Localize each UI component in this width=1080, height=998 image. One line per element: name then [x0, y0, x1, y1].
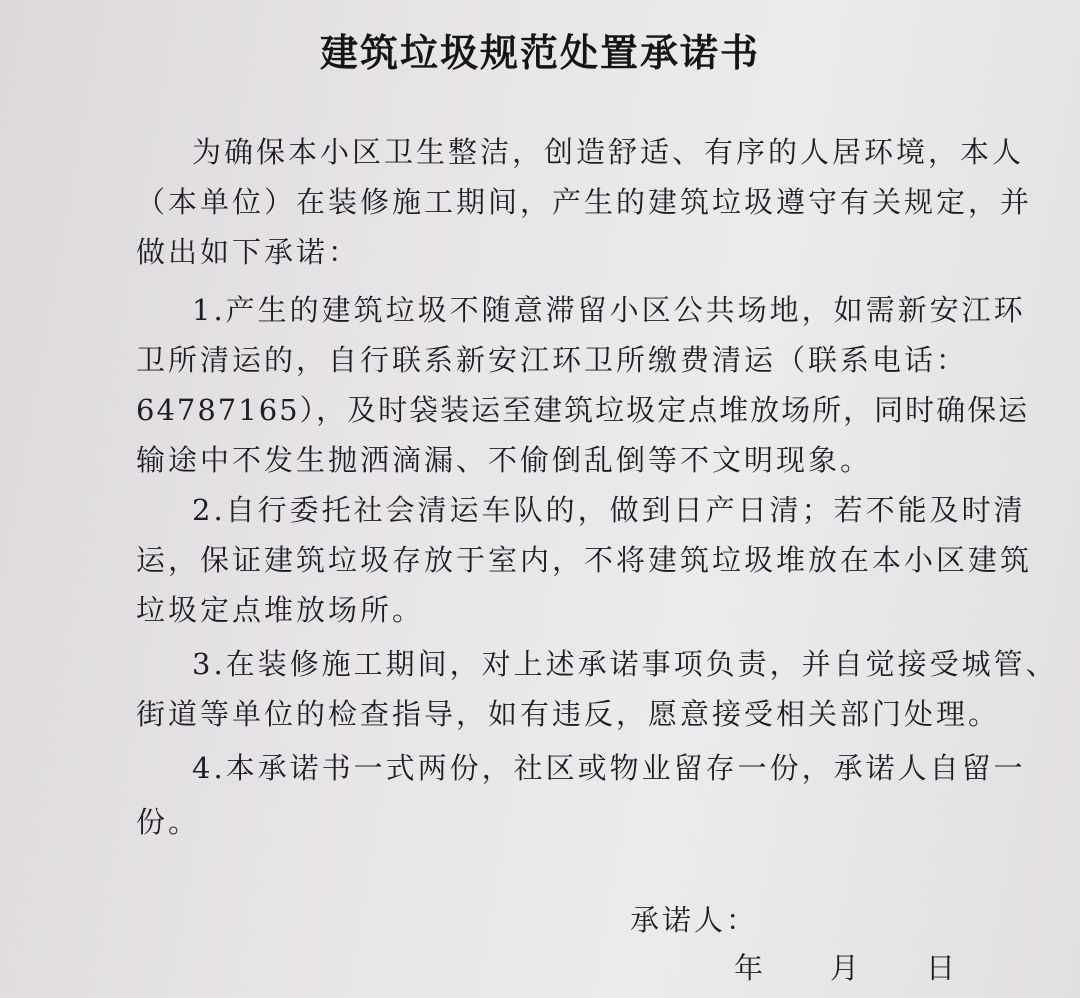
paragraph-line: 卫所清运的，自行联系新安江环卫所缴费清运（联系电话： [136, 343, 969, 377]
paragraph-line: 3.在装修施工期间，对上述承诺事项负责，并自觉接受城管、 [192, 647, 1058, 681]
paragraph-line: 街道等单位的检查指导，如有违反，愿意接受相关部门处理。 [136, 697, 1001, 731]
paragraph-line: 做出如下承诺： [136, 235, 361, 269]
paragraph-line: 64787165），及时袋装运至建筑垃圾定点堆放场所，同时确保运 [136, 393, 1030, 427]
paragraph-line: 4.本承诺书一式两份，社区或物业留存一份，承诺人自留一 [192, 751, 1026, 785]
paragraph-line: 运，保证建筑垃圾存放于室内，不将建筑垃圾堆放在本小区建筑 [136, 543, 1033, 577]
paragraph-line: 1.产生的建筑垃圾不随意滞留小区公共场地，如需新安江环 [192, 293, 1026, 327]
paragraph-line: 份。 [136, 805, 201, 839]
paragraph-line: （本单位）在装修施工期间，产生的建筑垃圾遵守有关规定，并 [136, 185, 1033, 219]
paragraph-line: 2.自行委托社会清运车队的，做到日产日清；若不能及时清 [192, 493, 1026, 527]
paragraph-line: 输途中不发生抛洒滴漏、不偷倒乱倒等不文明现象。 [136, 443, 873, 477]
paragraph-line: 垃圾定点堆放场所。 [136, 593, 425, 627]
paragraph-line: 为确保本小区卫生整洁，创造舒适、有序的人居环境，本人 [192, 135, 1025, 169]
signature-label: 承诺人： [630, 903, 759, 937]
signature-date: 年 月 日 [734, 951, 959, 985]
document-title: 建筑垃圾规范处置承诺书 [319, 31, 760, 75]
